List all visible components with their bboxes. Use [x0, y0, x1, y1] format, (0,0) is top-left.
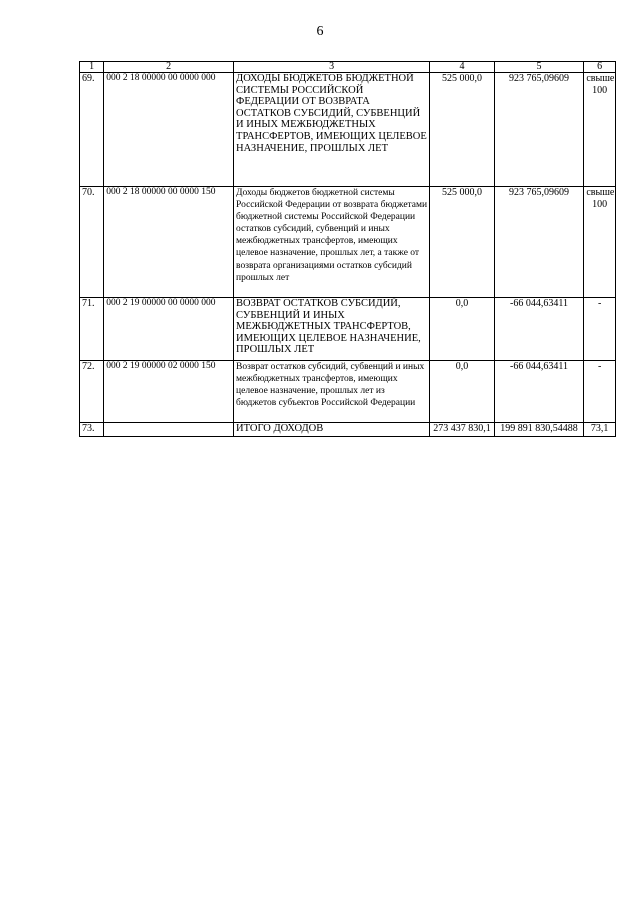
budget-code: 000 2 19 00000 02 0000 150 — [104, 361, 234, 423]
header-cell: 5 — [494, 62, 584, 73]
header-cell: 3 — [234, 62, 430, 73]
fact-value: 923 765,09609 — [494, 73, 584, 187]
fact-value: -66 044,63411 — [494, 298, 584, 361]
percent-value: свыше 100 — [584, 73, 616, 187]
revenue-table — [79, 61, 616, 437]
table-row — [80, 187, 616, 298]
budget-code: 000 2 18 00000 00 0000 000 — [104, 73, 234, 187]
page-number: 6 — [316, 24, 324, 39]
row-number: 71. — [80, 298, 104, 361]
header-cell: 4 — [430, 62, 494, 73]
row-number: 72. — [80, 361, 104, 423]
revenue-name: Возврат остатков субсидий, субвенций и иных межбюджетных трансфертов, имеющих целевое назначение, прошлых лет из бюджетов субъектов Российской Федерации — [234, 361, 430, 423]
header-cell: 6 — [584, 62, 616, 73]
fact-value: 199 891 830,54488 — [494, 423, 584, 437]
fact-value: -66 044,63411 — [494, 361, 584, 423]
table-row — [80, 361, 616, 423]
row-number: 69. — [80, 73, 104, 187]
table-row — [80, 298, 616, 361]
plan-value: 0,0 — [430, 298, 494, 361]
revenue-name: ИТОГО ДОХОДОВ — [234, 423, 430, 437]
plan-value: 0,0 — [430, 361, 494, 423]
header-cell: 1 — [80, 62, 104, 73]
revenue-name: Доходы бюджетов бюджетной системы Российской Федерации от возврата бюджетами бюджетной системы Российской Федерации остатков субсидий, субвенций и иных межбюджетных трансфертов, имеющих целевое назначение, прошлых лет, а также от возврата организациями остатков субсидий прошлых лет — [234, 187, 430, 298]
revenue-name: ВОЗВРАТ ОСТАТКОВ СУБСИДИЙ, СУБВЕНЦИЙ И ИНЫХ МЕЖБЮДЖЕТНЫХ ТРАНСФЕРТОВ, ИМЕЮЩИХ ЦЕЛЕВОЕ НАЗНАЧЕНИЕ, ПРОШЛЫХ ЛЕТ — [234, 298, 430, 361]
table-total-row — [80, 423, 616, 437]
percent-value: - — [584, 361, 616, 423]
revenue-name: ДОХОДЫ БЮДЖЕТОВ БЮДЖЕТНОЙ СИСТЕМЫ РОССИЙСКОЙ ФЕДЕРАЦИИ ОТ ВОЗВРАТА ОСТАТКОВ СУБСИДИЙ, СУБВЕНЦИЙ И ИНЫХ МЕЖБЮДЖЕТНЫХ ТРАНСФЕРТОВ, ИМЕЮЩИХ ЦЕЛЕВОЕ НАЗНАЧЕНИЕ, ПРОШЛЫХ ЛЕТ — [234, 73, 430, 187]
percent-value: свыше 100 — [584, 187, 616, 298]
budget-code: 000 2 18 00000 00 0000 150 — [104, 187, 234, 298]
row-number: 73. — [80, 423, 104, 437]
table-header-row — [80, 62, 616, 73]
budget-code — [104, 423, 234, 437]
plan-value: 525 000,0 — [430, 73, 494, 187]
plan-value: 273 437 830,1 — [430, 423, 494, 437]
table-row — [80, 73, 616, 187]
percent-value: - — [584, 298, 616, 361]
percent-value: 73,1 — [584, 423, 616, 437]
budget-code: 000 2 19 00000 00 0000 000 — [104, 298, 234, 361]
fact-value: 923 765,09609 — [494, 187, 584, 298]
plan-value: 525 000,0 — [430, 187, 494, 298]
row-number: 70. — [80, 187, 104, 298]
header-cell: 2 — [104, 62, 234, 73]
